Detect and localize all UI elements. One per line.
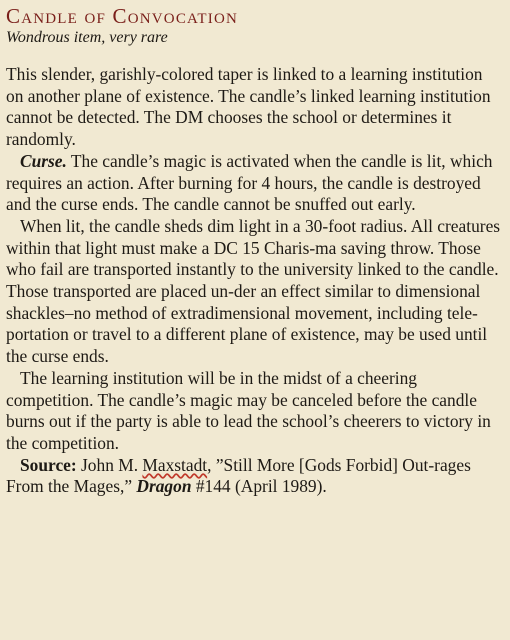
paragraph-text: The learning institution will be in the midst of a cheering competition. The candle’s magic may be canceled before the candle burns out if the party is able to lead the school’s cheerers to victory in the competition. (6, 367, 491, 453)
paragraph-source (6, 455, 502, 498)
paragraph-competition (6, 368, 502, 455)
source-issue: #144 (April 1989). (191, 476, 327, 497)
source-article-title: , ”Still More [Gods Forbid] Out-rages From the Mages,” (6, 454, 471, 497)
curse-heading: Curse. (20, 150, 67, 171)
paragraph-curse (6, 151, 502, 216)
source-author-first: John M. (76, 454, 143, 475)
paragraph-text: When lit, the candle sheds dim light in a 30-foot radius. All creatures within that light must make a DC 15 Charis-ma saving throw. Those who fail are transported instantly to the university linked to the candle. Those transported are placed un-der an effect similar to dimensional shackles–no method of extradimensional movement, including tele-portation or travel to a different plane of existence, may be used until the curse ends. (6, 215, 501, 367)
source-label: Source: (20, 454, 77, 475)
source-author-last: Maxstadt (142, 454, 208, 475)
paragraph-intro (6, 64, 502, 151)
spacer (6, 48, 502, 64)
paragraph-effect (6, 216, 502, 368)
source-magazine: Dragon (136, 476, 192, 497)
paragraph-text: This slender, garishly-colored taper is linked to a learning institution on another plane of existence. The candle’s linked learning institution cannot be detected. The DM chooses the school or determines it randomly. (6, 64, 491, 150)
item-subtitle: Wondrous item, very rare (6, 29, 168, 46)
item-title: Candle of Convocation (6, 4, 239, 28)
item-description (6, 64, 502, 498)
paragraph-text: The candle’s magic is activated when the candle is lit, which requires an action. After burning for 4 hours, the candle is destroyed and the curse ends. The candle cannot be snuffed out early. (6, 150, 493, 215)
